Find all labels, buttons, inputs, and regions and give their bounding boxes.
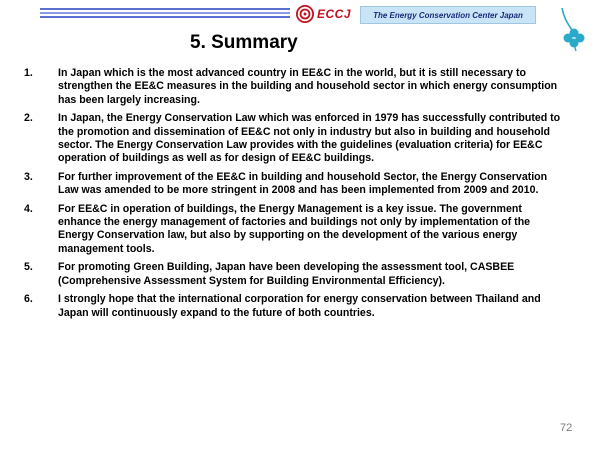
list-item-number: 6. (24, 293, 33, 306)
list-item-text: In Japan which is the most advanced country in EE&C in the world, but it is still necessary to strengthen the EE&C measures in the building and household sector in which energy consumption has been largely increasing. (58, 67, 558, 106)
list-item-number: 3. (24, 170, 33, 183)
list-item-number: 1. (24, 67, 33, 79)
list-item (24, 171, 564, 198)
list-item-text: For EE&C in operation of buildings, the Energy Management is a key issue. The government enhance the energy management of factories and buildings not only by implementation of the Energy Conservation law, but also by supporting on the development of the various energy management tools. (58, 202, 531, 255)
clover-icon (556, 6, 590, 52)
list-item (24, 203, 564, 257)
eccj-logo-text: ECCJ (317, 7, 352, 21)
list-item-text: For further improvement of the EE&C in building and household Sector, the Energy Conservation Law was amended to be more stringent in 2008 and has been implemented from 2009 and 2010. (58, 170, 548, 197)
summary-list (24, 67, 564, 325)
list-item (24, 261, 564, 288)
organization-name-box: The Energy Conservation Center Japan (360, 6, 536, 24)
list-item (24, 67, 564, 107)
header-decorative-lines (40, 8, 290, 20)
list-item-number: 5. (24, 261, 33, 274)
eccj-logo (296, 4, 351, 24)
list-item-number: 4. (24, 202, 33, 215)
list-item-text: I strongly hope that the international corporation for energy conservation between Thailand and Japan will continuously expand to the future of both countries. (58, 293, 541, 319)
list-item-text: In Japan, the Energy Conservation Law which was enforced in 1979 has successfully contributed to the promotion and dissemination of EE&C not only in industry but also in building and household sector. The Energy Conservation Law provides with the guidelines (evaluation criteria) for EE&C operation of buildings as well as for design of EE&C buildings. (58, 112, 561, 165)
slide-title: 5. Summary (190, 32, 298, 53)
eccj-logo-mark-icon (296, 5, 314, 23)
list-item (24, 293, 564, 320)
list-item-number: 2. (24, 112, 33, 125)
list-item (24, 112, 564, 166)
page-number: 72 (560, 422, 573, 434)
list-item-text: For promoting Green Building, Japan have been developing the assessment tool, CASBEE (Comprehensive Assessment System for Building Environmental Efficiency). (58, 261, 515, 287)
